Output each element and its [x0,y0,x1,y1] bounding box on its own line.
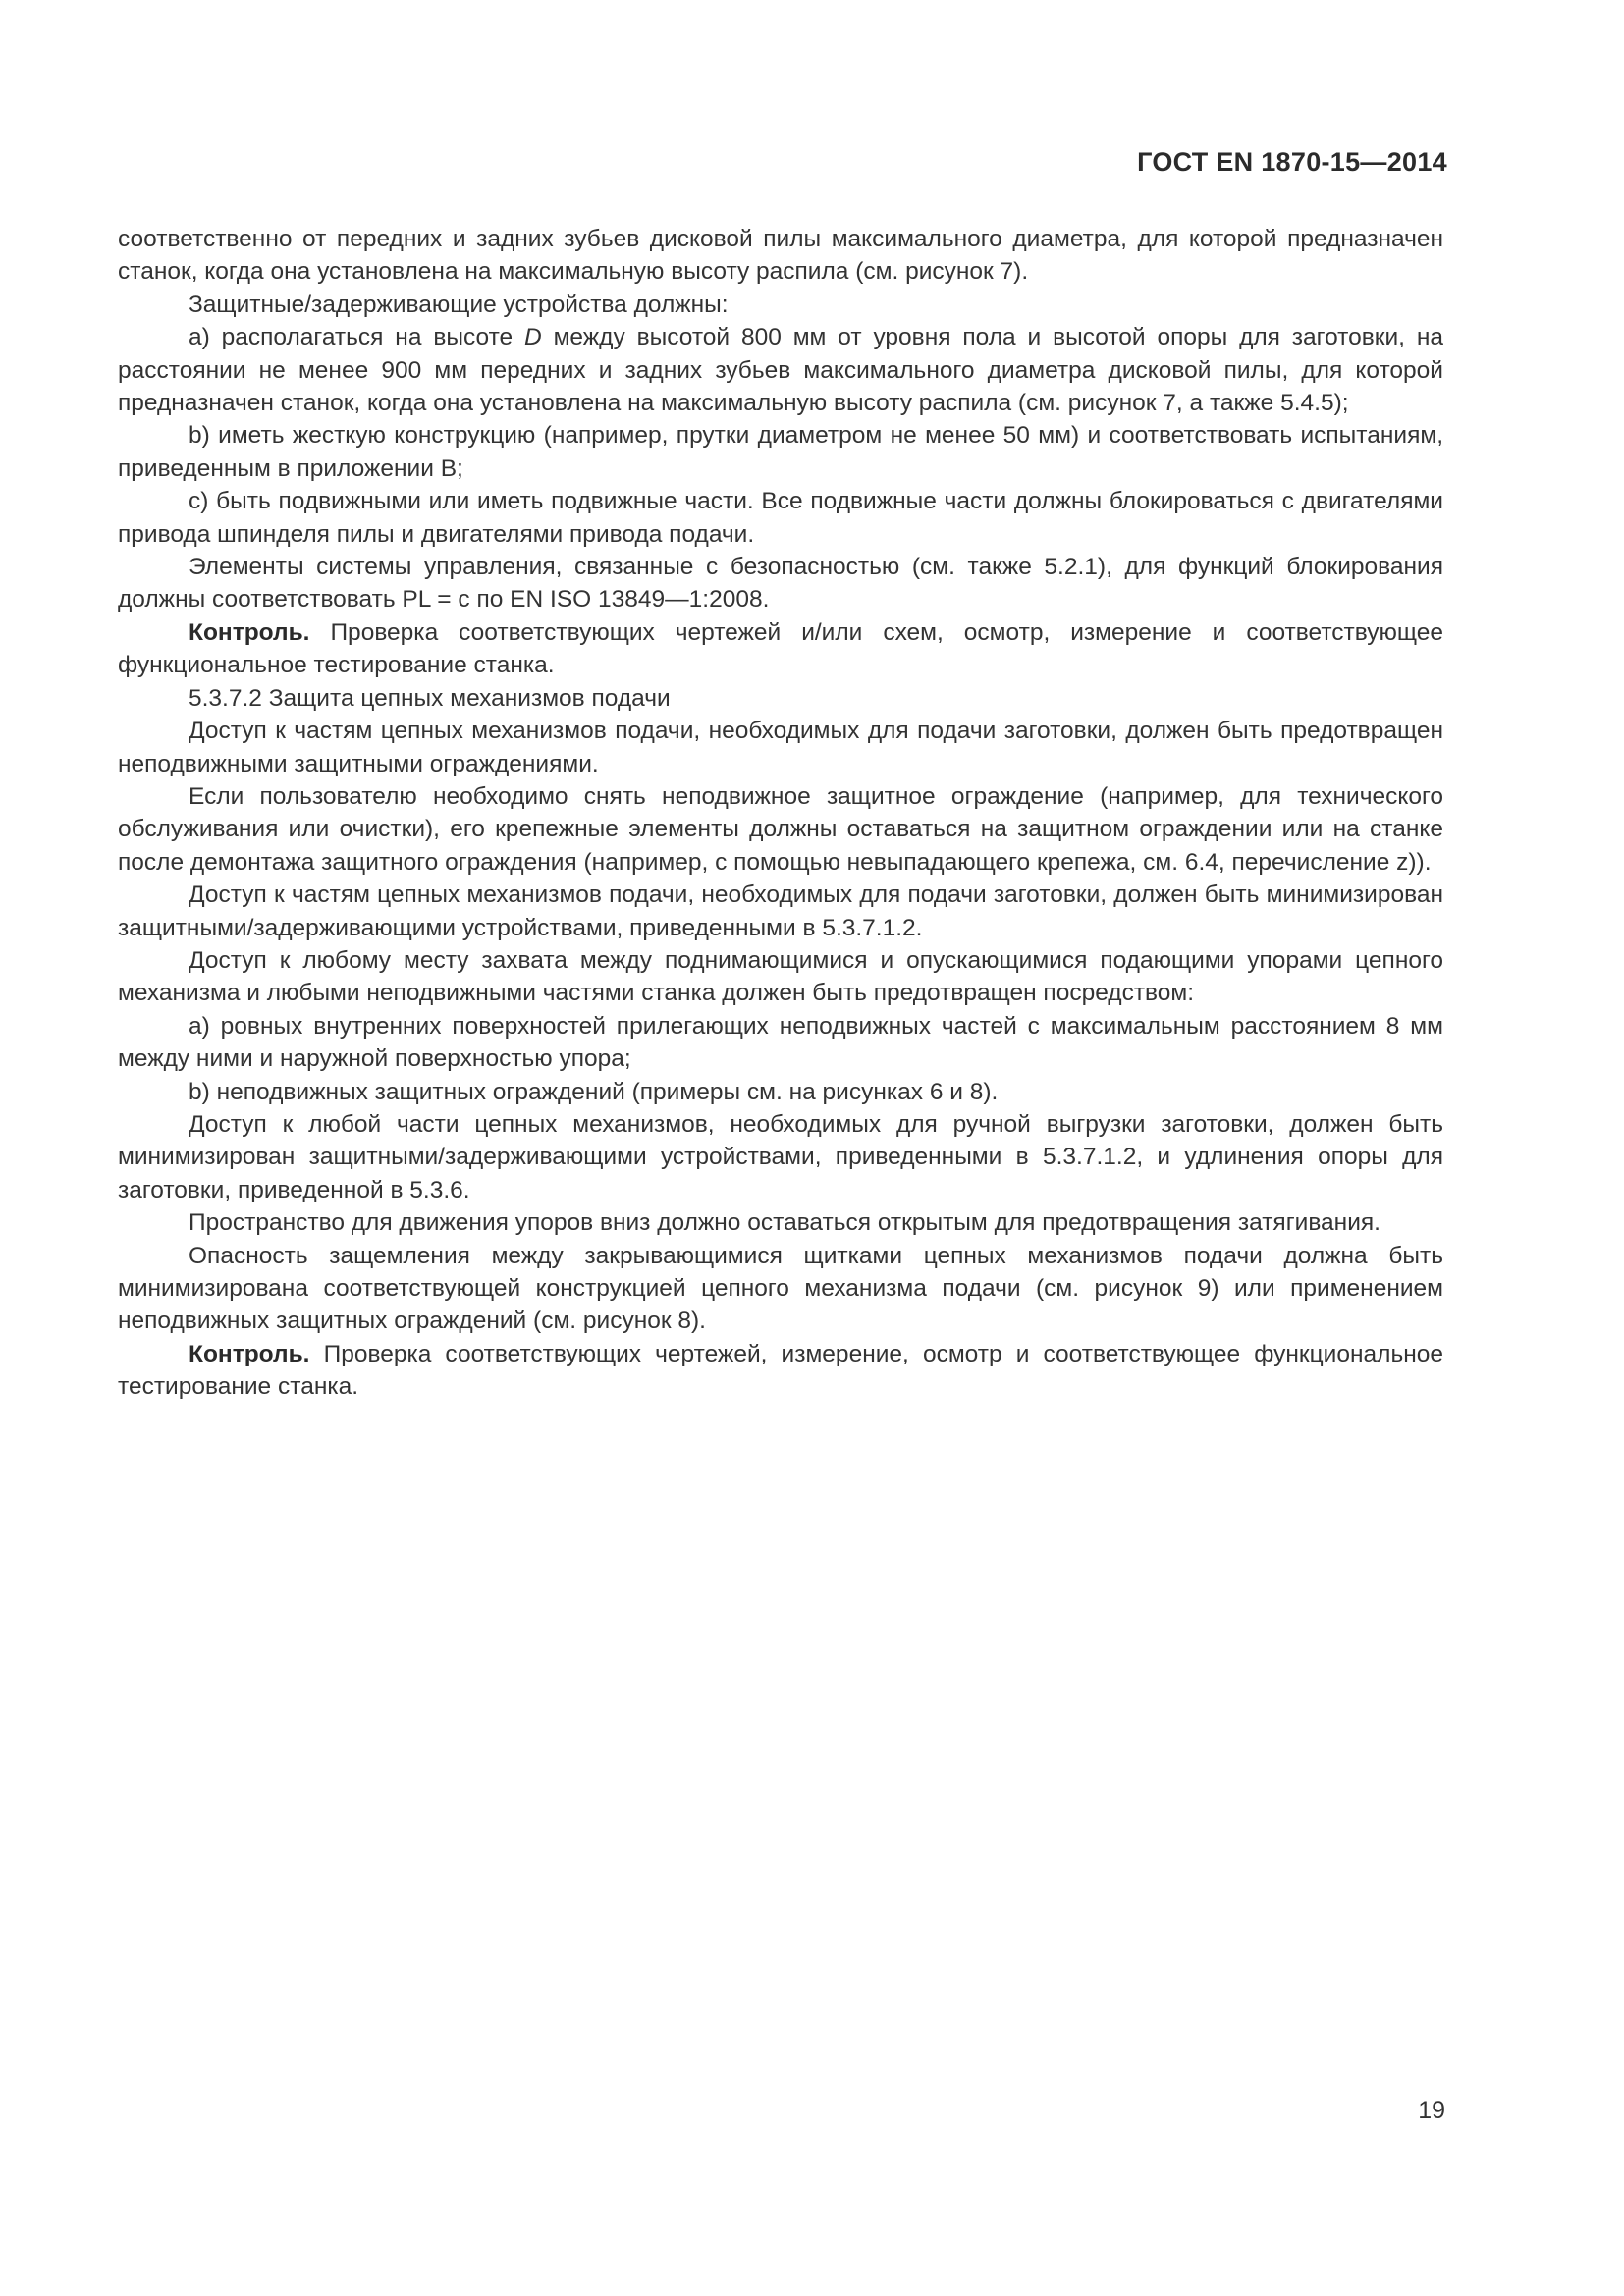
section-heading-5-3-7-2: 5.3.7.2 Защита цепных механизмов подачи [189,684,671,712]
paragraph-item-c-movable: c) быть подвижными или иметь подвижные части. Все подвижные части должны блокироваться с двигателями привода шпинделя пилы и двигателями привода подачи. [118,488,1443,548]
paragraph-removal-fixings: Если пользователю необходимо снять неподвижное защитное ограждение (например, для технического обслуживания или очистки), его крепежные элементы должны оставаться на защитном ограждении или на станке после демонтажа защитного ограждения (например, с помощью невыпадающего крепежа, см. 6.4, перечисление z)). [118,782,1443,876]
paragraph-crushing-hazard: Опасность защемления между закрывающимися щитками цепных механизмов подачи должна быть минимизирована соответствующей конструкцией цепного механизма подачи (см. рисунок 9) или применением неподвижных защитных ограждений (см. рисунок 8). [118,1242,1443,1335]
paragraph-access-fixed-guards: Доступ к частям цепных механизмов подачи, необходимых для подачи заготовки, должен быть предотвращен неподвижными защитными ограждениями. [118,718,1443,777]
paragraph-item-b-guards: b) неподвижных защитных ограждений (примеры см. на рисунках 6 и 8). [189,1078,999,1105]
paragraph-verification-1 [118,616,1443,682]
italic-symbol-d: D [524,324,542,351]
page-number: 19 [1418,2097,1445,2124]
text-run: Проверка соответствующих чертежей, измерение, осмотр и соответствующее функциональное тестирование станка. [118,1340,1443,1401]
body-text [118,223,1443,1404]
paragraph-manual-unloading: Доступ к любой части цепных механизмов, необходимых для ручной выгрузки заготовки, должен быть минимизирован защитными/задерживающими устройствами, приведенными в 5.3.7.1.2, и удлинения опоры для заготовки, приведенной в 5.3.6. [118,1110,1443,1203]
document-code-header: ГОСТ EN 1870-15—2014 [1137,147,1447,177]
paragraph-devices-intro: Защитные/задерживающие устройства должны: [189,291,729,318]
paragraph-access-minimized: Доступ к частям цепных механизмов подачи, необходимых для подачи заготовки, должен быть минимизирован защитными/задерживающими устройствами, приведенными в 5.3.7.1.2. [118,881,1443,941]
verification-label: Контроль. [189,1340,310,1367]
paragraph-trapping-points: Доступ к любому месту захвата между поднимающимися и опускающимися подающими упорами цепного механизма и любыми неподвижными частями станка должен быть предотвращен посредством: [118,946,1443,1007]
paragraph-continuation: соответственно от передних и задних зубьев дисковой пилы максимального диаметра, для которой предназначен станок, когда она установлена на максимальную высоту распила (см. рисунок 7). [118,226,1443,286]
text-run: Проверка соответствующих чертежей и/или схем, осмотр, измерение и соответствующее функциональное тестирование станка. [118,618,1443,679]
paragraph-item-b-rigid: b) иметь жесткую конструкцию (например, прутки диаметром не менее 50 мм) и соответствовать испытаниям, приведенным в приложении B; [118,422,1443,482]
text-run: между высотой 800 мм от уровня пола и высотой опоры для заготовки, на расстоянии не менее 900 мм передних и задних зубьев максимального диаметра дисковой пилы, для которой предназначен станок, когда она установлена на максимальную высоту распила (см. рисунок 7, а также 5.4.5); [118,324,1443,417]
paragraph-item-a-height [118,321,1443,419]
paragraph-verification-2 [118,1338,1443,1404]
paragraph-item-a-surfaces: a) ровных внутренних поверхностей прилегающих неподвижных частей с максимальным расстоянием 8 мм между ними и наружной поверхностью упора; [118,1012,1443,1073]
paragraph-control-system: Элементы системы управления, связанные с безопасностью (см. также 5.2.1), для функций блокирования должны соответствовать PL = c по EN ISO 13849—1:2008. [118,554,1443,614]
text-run: a) располагаться на высоте [189,324,525,351]
verification-label: Контроль. [189,618,310,646]
paragraph-downward-space: Пространство для движения упоров вниз должно оставаться открытым для предотвращения затягивания. [189,1209,1380,1237]
